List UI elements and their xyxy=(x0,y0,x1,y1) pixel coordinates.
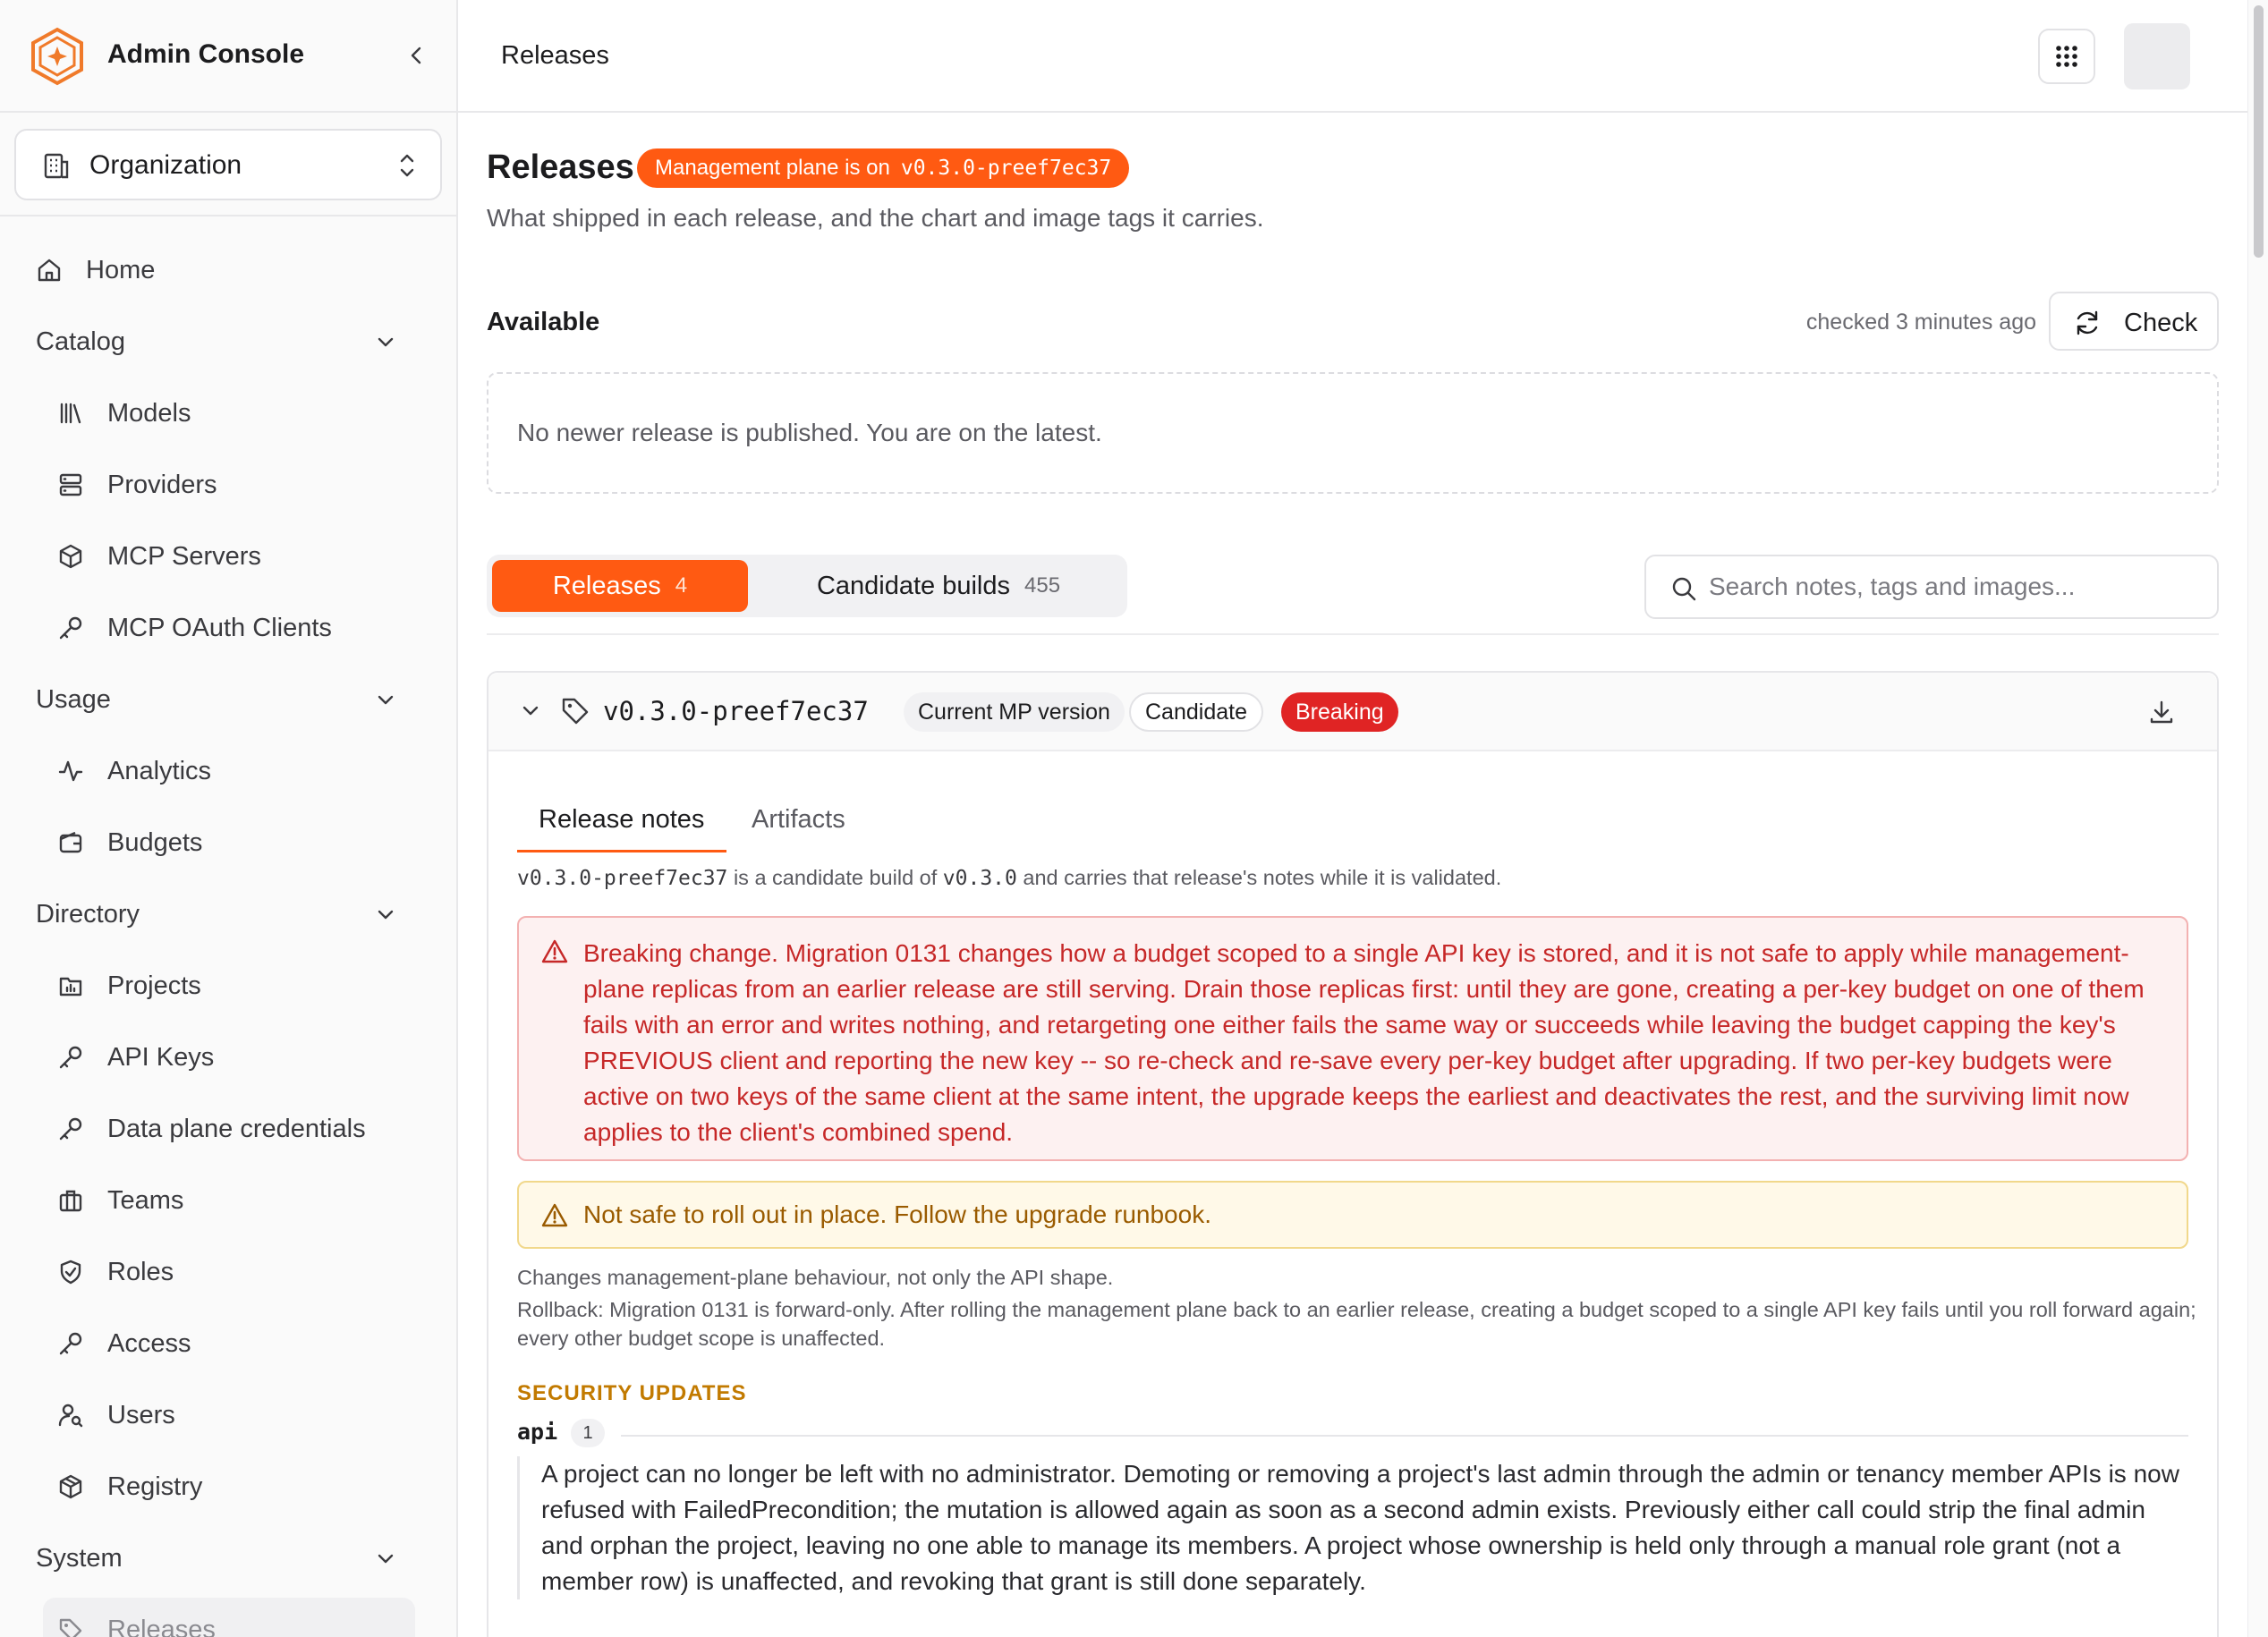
sidebar-item-home[interactable] xyxy=(0,243,456,297)
sidebar-item-label: Home xyxy=(86,255,156,284)
empty-state-text: No newer release is published. You are on the latest. xyxy=(517,419,1102,446)
warning-triangle-icon xyxy=(540,1201,569,1230)
candidate-badge: Candidate xyxy=(1129,692,1263,732)
key-icon xyxy=(55,1328,86,1359)
rollout-warning-alert xyxy=(517,1181,2188,1249)
tag-icon xyxy=(55,1615,86,1637)
candidate-version: v0.3.0-preef7ec37 xyxy=(517,867,728,890)
candidate-note-suffix: and carries that release's notes while it is validated. xyxy=(1023,866,1502,889)
breaking-badge: Breaking xyxy=(1281,692,1398,732)
component-divider xyxy=(621,1435,2188,1437)
management-plane-version-badge xyxy=(637,148,1129,188)
tag-icon xyxy=(560,696,590,726)
sidebar-group-label: Usage xyxy=(36,684,111,714)
hexagon-logo-icon xyxy=(29,27,86,86)
apps-menu-button[interactable] xyxy=(2038,29,2095,84)
sidebar-item-label: Releases xyxy=(107,1615,216,1637)
activity-icon xyxy=(55,756,86,786)
home-icon xyxy=(34,255,64,285)
sidebar-item-label: Data plane credentials xyxy=(107,1114,366,1143)
sidebar-group-directory[interactable] xyxy=(0,887,456,941)
sidebar-item-label: Users xyxy=(107,1400,175,1429)
sidebar xyxy=(0,0,458,1637)
tab-candidate-builds[interactable] xyxy=(764,560,1113,612)
rollback-note: Rollback: Migration 0131 is forward-only. After rolling the management plane back to an earlier release, creating a budget scoped to a single API key fails until you roll forward again; every other budget scope is unaffected. xyxy=(517,1298,2196,1350)
sidebar-item-mcp-servers[interactable] xyxy=(0,530,456,583)
behaviour-note: Changes management-plane behaviour, not only the API shape. xyxy=(517,1266,1114,1289)
sidebar-item-label: Access xyxy=(107,1328,191,1358)
rollout-warning-text: Not safe to roll out in place. Follow the upgrade runbook. xyxy=(583,1200,1211,1228)
sidebar-group-label: Directory xyxy=(36,899,140,929)
sidebar-item-label: MCP OAuth Clients xyxy=(107,613,332,642)
sidebar-divider xyxy=(0,215,456,216)
sidebar-group-label: Catalog xyxy=(36,327,125,356)
base-version: v0.3.0 xyxy=(942,867,1017,890)
sidebar-item-label: Registry xyxy=(107,1472,203,1501)
sidebar-item-label: Projects xyxy=(107,971,201,1000)
component-header xyxy=(517,1417,2188,1453)
page-scrollbar[interactable] xyxy=(2247,0,2268,1637)
package-icon xyxy=(55,541,86,572)
folder-chart-icon xyxy=(55,971,86,1001)
sidebar-item-label: Budgets xyxy=(107,827,203,857)
search-input[interactable] xyxy=(1709,562,2206,612)
sidebar-item-label: Analytics xyxy=(107,756,212,785)
active-tab-indicator xyxy=(517,850,726,852)
key-icon xyxy=(55,613,86,643)
download-icon[interactable] xyxy=(2147,698,2176,726)
brand-header xyxy=(0,0,456,113)
component-count: 1 xyxy=(571,1419,605,1447)
sidebar-item-label: Models xyxy=(107,398,191,428)
scrollbar-thumb[interactable] xyxy=(2254,5,2264,258)
tab-label: Releases xyxy=(552,571,661,600)
key-icon xyxy=(55,1114,86,1144)
sidebar-item-label: Teams xyxy=(107,1185,184,1215)
warning-triangle-icon xyxy=(540,937,569,966)
top-bar xyxy=(458,0,2247,113)
security-updates-heading: SECURITY UPDATES xyxy=(517,1381,747,1405)
chevron-left-icon xyxy=(406,45,428,66)
check-button-label: Check xyxy=(2124,309,2198,337)
badge-version: v0.3.0-preef7ec37 xyxy=(900,157,1112,180)
search-icon xyxy=(1669,574,1698,603)
sidebar-item-users[interactable] xyxy=(0,1388,456,1442)
tab-count: 4 xyxy=(675,573,688,598)
security-update-entry: A project can no longer be left with no administrator. Demoting or removing a project's last admin through the admin or tenancy member APIs is now refused with FailedPrecondition; the mutation is allowed again as soon as a second admin exists. Previously either call could strip the final admin and orphan the project, leaving no one able to manage its members. A project whose ownership is held only through a manual role grant (not a member row) is unaffected, and revoking that grant is still done separately. xyxy=(517,1456,2188,1599)
sidebar-item-providers[interactable] xyxy=(0,458,456,512)
chevron-down-icon xyxy=(370,899,401,929)
current-version-badge: Current MP version xyxy=(904,692,1125,732)
tab-artifacts[interactable]: Artifacts xyxy=(752,805,845,834)
breadcrumb: Releases xyxy=(501,41,609,70)
organization-selector[interactable] xyxy=(14,129,442,200)
page-subtitle: What shipped in each release, and the chart and image tags it carries. xyxy=(487,204,1264,232)
last-checked-text: checked 3 minutes ago xyxy=(1805,310,2036,335)
tab-release-notes[interactable]: Release notes xyxy=(539,805,705,834)
sidebar-item-api-keys[interactable] xyxy=(0,1031,456,1084)
tabs-divider xyxy=(487,633,2219,635)
chevron-up-down-icon xyxy=(394,150,420,181)
sidebar-item-registry[interactable] xyxy=(0,1460,456,1514)
sidebar-item-label: Roles xyxy=(107,1257,174,1286)
available-empty-state xyxy=(487,372,2219,494)
sidebar-item-projects[interactable] xyxy=(0,959,456,1013)
sidebar-item-models[interactable] xyxy=(0,386,456,440)
chevron-down-icon xyxy=(370,684,401,715)
sidebar-item-budgets[interactable] xyxy=(0,816,456,869)
release-card-header[interactable] xyxy=(488,673,2217,751)
page-title: Releases xyxy=(487,148,634,186)
cube-icon xyxy=(55,1472,86,1502)
wallet-icon xyxy=(55,827,86,858)
check-updates-button[interactable] xyxy=(2049,292,2219,351)
server-icon xyxy=(55,470,86,500)
sidebar-item-label: API Keys xyxy=(107,1042,215,1072)
grid-dots-icon xyxy=(2054,44,2079,69)
tab-label: Candidate builds xyxy=(816,571,1010,600)
refresh-icon xyxy=(2072,308,2102,338)
breaking-change-alert xyxy=(517,916,2188,1161)
release-tabs xyxy=(487,555,1127,617)
candidate-note-mid: is a candidate build of xyxy=(733,866,938,889)
shield-check-icon xyxy=(55,1257,86,1287)
main-content xyxy=(458,115,2247,1637)
component-name: api xyxy=(517,1419,558,1445)
user-search-icon xyxy=(55,1400,86,1430)
release-card xyxy=(487,671,2219,1637)
sidebar-item-mcp-oauth-clients[interactable] xyxy=(0,601,456,655)
sidebar-item-teams[interactable] xyxy=(0,1174,456,1227)
release-search xyxy=(1644,555,2219,619)
release-version: v0.3.0-preef7ec37 xyxy=(603,696,869,726)
avatar[interactable] xyxy=(2124,23,2190,89)
sidebar-group-catalog[interactable] xyxy=(0,315,456,369)
building-icon xyxy=(41,150,72,181)
sidebar-item-releases[interactable] xyxy=(0,1603,456,1637)
tab-releases[interactable] xyxy=(492,560,748,612)
sidebar-item-access[interactable] xyxy=(0,1317,456,1370)
breaking-change-text: Breaking change. Migration 0131 changes how a budget scoped to a single API key is stored, and it is not safe to apply while management-plane replicas from an earlier release are still serving. Drain those replicas first: until they are gone, creating a per-key budget on one of them fails with an error and writes nothing, and retargeting one either fails the same way or succeeds while leaving the budget capping the key's PREVIOUS client and reporting the new key -- so re-check and re-save every per-key budget after upgrading. If two per-key budgets were active on two keys of the same client at the same intent, the upgrade keeps the earliest and deactivates the rest, and the surviving limit now applies to the client's combined spend. xyxy=(583,939,2145,1146)
sidebar-group-system[interactable] xyxy=(0,1531,456,1585)
chevron-down-icon xyxy=(370,1543,401,1573)
library-icon xyxy=(55,398,86,428)
sidebar-item-roles[interactable] xyxy=(0,1245,456,1299)
briefcase-icon xyxy=(55,1185,86,1216)
sidebar-item-label: MCP Servers xyxy=(107,541,261,571)
tab-count: 455 xyxy=(1024,573,1061,598)
key-icon xyxy=(55,1042,86,1073)
collapse-sidebar-button[interactable] xyxy=(401,39,433,72)
organization-label: Organization xyxy=(89,150,242,180)
candidate-note xyxy=(517,866,1501,890)
sidebar-item-label: Providers xyxy=(107,470,217,499)
app-title: Admin Console xyxy=(107,39,305,69)
sidebar-group-usage[interactable] xyxy=(0,673,456,726)
chevron-down-icon[interactable] xyxy=(517,698,544,725)
sidebar-item-data-plane-credentials[interactable] xyxy=(0,1102,456,1156)
badge-label: Management plane is on xyxy=(655,156,890,180)
sidebar-group-label: System xyxy=(36,1543,123,1573)
available-section-title: Available xyxy=(487,308,600,336)
chevron-down-icon xyxy=(370,327,401,357)
sidebar-item-analytics[interactable] xyxy=(0,744,456,798)
